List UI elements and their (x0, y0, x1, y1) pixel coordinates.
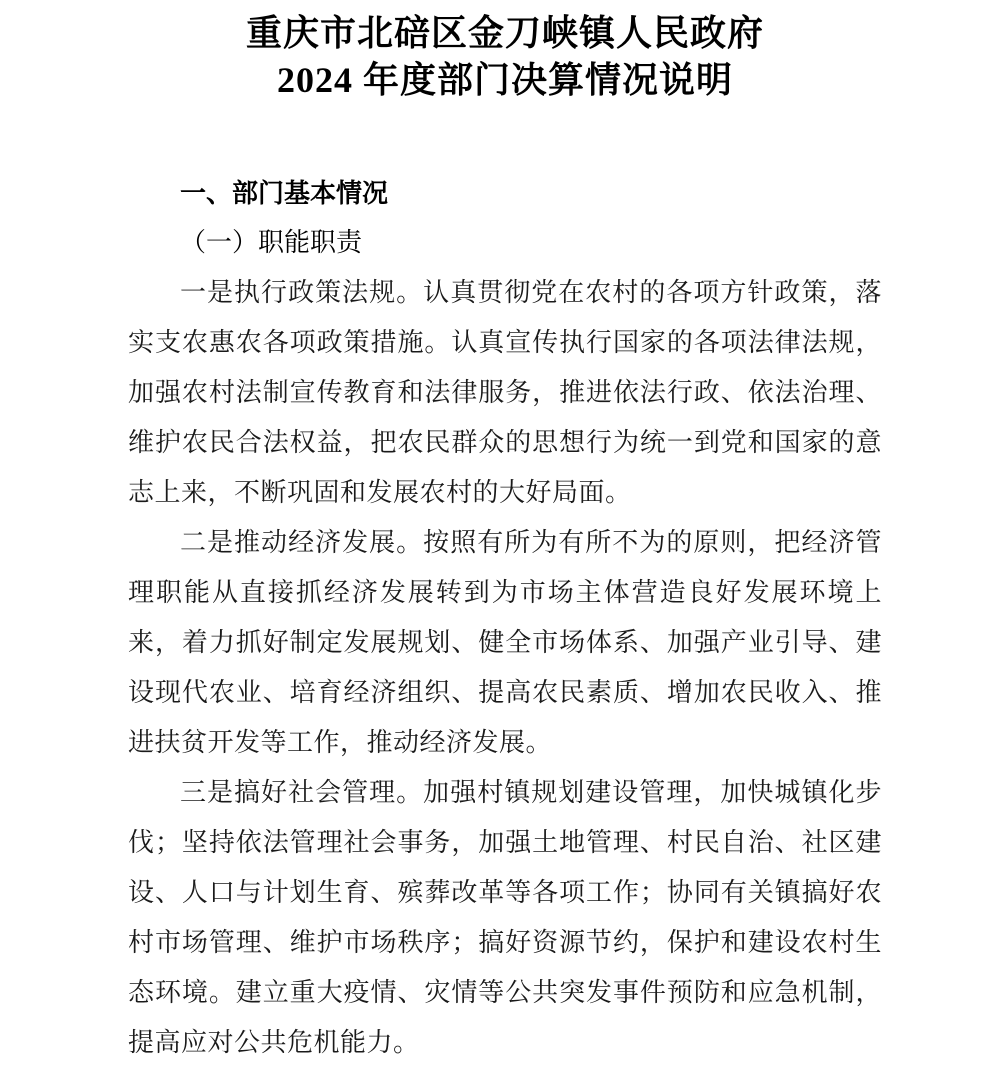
paragraph-social-management: 三是搞好社会管理。加强村镇规划建设管理，加快城镇化步伐；坚持依法管理社会事务，加强土地管理、村民自治、社区建设、人口与计划生育、殡葬改革等各项工作；协同有关镇搞好农村市场管理、维护市场秩序；搞好资源节约，保护和建设农村生态环境。建立重大疫情、灾情等公共突发事件预防和应急机制，提高应对公共危机能力。 (128, 778, 882, 1057)
document-title-line1: 重庆市北碚区金刀峡镇人民政府 (245, 13, 764, 53)
section-heading-basic-info: 一、部门基本情况 (180, 178, 389, 208)
paragraph-economic-development: 二是推动经济发展。按照有所为有所不为的原则，把经济管理职能从直接抓经济发展转到为市场主体营造良好发展环境上来，着力抓好制定发展规划、健全市场体系、加强产业引导、建设现代农业、培育经济组织、提高农民素质、增加农民收入、推进扶贫开发等工作，推动经济发展。 (128, 528, 882, 757)
paragraph-policy-regulations: 一是执行政策法规。认真贯彻党在农村的各项方针政策，落实支农惠农各项政策措施。认真宣传执行国家的各项法律法规，加强农村法制宣传教育和法律服务，推进依法行政、依法治理、维护农民合法权益，把农民群众的思想行为统一到党和国家的意志上来，不断巩固和发展农村的大好局面。 (128, 278, 882, 507)
section-subheading-duties: （一）职能职责 (180, 228, 363, 257)
document-title-line2: 2024 年度部门决算情况说明 (276, 60, 733, 100)
document-title (128, 10, 882, 104)
